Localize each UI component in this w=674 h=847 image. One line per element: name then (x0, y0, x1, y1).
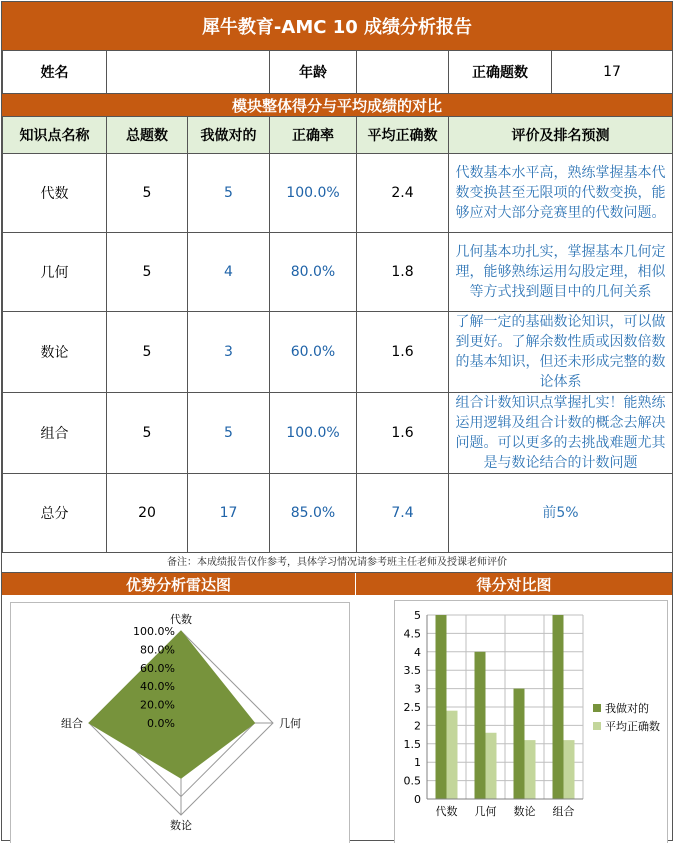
radar-tick-label: 0.0% (147, 717, 175, 730)
radar-section-title: 优势分析雷达图 (2, 573, 355, 595)
topic-name: 数论 (3, 312, 107, 393)
bar-y-tick-label: 1.5 (403, 737, 421, 751)
bar-y-tick-label: 4 (414, 645, 421, 659)
table-row (3, 312, 673, 393)
bar-x-tick-label: 代数 (435, 805, 458, 818)
bar-y-tick-label: 0.5 (403, 774, 421, 788)
total-questions: 5 (107, 154, 188, 233)
accuracy-rate: 60.0% (270, 312, 357, 393)
module-compare-table (2, 116, 673, 553)
accuracy-rate: 85.0% (270, 474, 357, 553)
radar-tick-label: 80.0% (140, 643, 175, 657)
radar-tick-label: 100.0% (133, 625, 175, 638)
bar-y-tick-label: 5 (414, 609, 421, 622)
table-row (3, 233, 673, 312)
bar-y-tick-label: 3.5 (403, 664, 421, 678)
age-value (357, 51, 449, 94)
bar-mark (553, 615, 564, 799)
my-correct: 17 (188, 474, 270, 553)
correct-count-value: 17 (552, 51, 673, 94)
radar-axis-label: 组合 (61, 717, 83, 730)
bar-legend-label: 我做对的 (605, 702, 649, 715)
bar-legend-label: 平均正确数 (605, 720, 660, 733)
table-header-row (3, 117, 673, 154)
student-info-table (2, 50, 673, 94)
table-row-total (3, 474, 673, 553)
evaluation-comment: 了解一定的基础数论知识，可以做到更好。了解余数性质或因数倍数的基本知识，但还未形成完整的数论体系 (449, 312, 673, 393)
bar-mark (475, 652, 486, 799)
average-correct: 1.8 (357, 233, 449, 312)
radar-axis-label: 数论 (170, 819, 192, 832)
accuracy-rate: 100.0% (270, 393, 357, 474)
average-correct: 2.4 (357, 154, 449, 233)
accuracy-rate: 80.0% (270, 233, 357, 312)
radar-tick-label: 40.0% (140, 680, 175, 694)
bar-y-tick-label: 2.5 (403, 701, 421, 714)
correct-count-label: 正确题数 (449, 51, 552, 94)
topic-name: 组合 (3, 393, 107, 474)
accuracy-rate: 100.0% (270, 154, 357, 233)
bar-y-tick-label: 0 (414, 793, 421, 806)
bar-y-tick-label: 1 (414, 756, 421, 770)
bar-x-tick-label: 组合 (552, 805, 575, 818)
total-questions: 5 (107, 233, 188, 312)
ranking-prediction: 前5% (449, 474, 673, 553)
radar-axis-label: 几何 (279, 717, 301, 730)
average-correct: 1.6 (357, 393, 449, 474)
column-header: 平均正确数 (357, 117, 449, 154)
bar-y-tick-label: 3 (414, 682, 421, 696)
name-value (107, 51, 270, 94)
column-header: 总题数 (107, 117, 188, 154)
bar-x-tick-label: 数论 (513, 805, 536, 818)
bar-mark (436, 615, 447, 799)
bar-legend-swatch (593, 722, 601, 730)
bar-section-title: 得分对比图 (356, 573, 672, 595)
total-questions: 5 (107, 393, 188, 474)
bar-mark (447, 711, 458, 799)
my-correct: 4 (188, 233, 270, 312)
column-header: 评价及排名预测 (449, 117, 673, 154)
bar-chart (395, 601, 667, 843)
bar-x-tick-label: 几何 (474, 805, 497, 818)
radar-chart (11, 603, 349, 843)
radar-tick-label: 20.0% (140, 698, 175, 712)
bar-mark (525, 740, 536, 799)
table-row (3, 393, 673, 474)
total-questions: 5 (107, 312, 188, 393)
bar-mark (564, 740, 575, 799)
topic-name: 代数 (3, 154, 107, 233)
report-sheet (1, 1, 673, 841)
bar-legend-swatch (593, 704, 601, 712)
topic-name: 几何 (3, 233, 107, 312)
evaluation-comment: 代数基本水平高，熟练掌握基本代数变换甚至无限项的代数变换，能够应对大部分竞赛里的代数问题。 (449, 154, 673, 233)
column-header: 我做对的 (188, 117, 270, 154)
report-title: 犀牛教育-AMC 10 成绩分析报告 (2, 2, 672, 50)
column-header: 知识点名称 (3, 117, 107, 154)
average-correct: 1.6 (357, 312, 449, 393)
age-label: 年龄 (270, 51, 357, 94)
table-row (3, 154, 673, 233)
bar-mark (486, 733, 497, 799)
my-correct: 3 (188, 312, 270, 393)
radar-tick-label: 60.0% (140, 661, 175, 675)
bar-y-tick-label: 2 (414, 719, 421, 733)
bar-chart-area (394, 600, 668, 843)
evaluation-comment: 几何基本功扎实，掌握基本几何定理，能够熟练运用勾股定理，相似等方式找到题目中的几何关系 (449, 233, 673, 312)
bar-y-tick-label: 4.5 (403, 627, 421, 641)
compare-section-title: 模块整体得分与平均成绩的对比 (2, 94, 672, 116)
radar-axis-label: 代数 (170, 613, 192, 626)
column-header: 正确率 (270, 117, 357, 154)
report-note: 备注：本成绩报告仅作参考，具体学习情况请参考班主任老师及授课老师评价 (2, 554, 672, 573)
my-correct: 5 (188, 154, 270, 233)
my-correct: 5 (188, 393, 270, 474)
topic-name: 总分 (3, 474, 107, 553)
evaluation-comment: 组合计数知识点掌握扎实！能熟练运用逻辑及组合计数的概念去解决问题。可以更多的去挑战难题尤其是与数论结合的计数问题 (449, 393, 673, 474)
bar-mark (514, 689, 525, 799)
name-label: 姓名 (3, 51, 107, 94)
radar-chart-area (10, 602, 350, 843)
total-questions: 20 (107, 474, 188, 553)
average-correct: 7.4 (357, 474, 449, 553)
